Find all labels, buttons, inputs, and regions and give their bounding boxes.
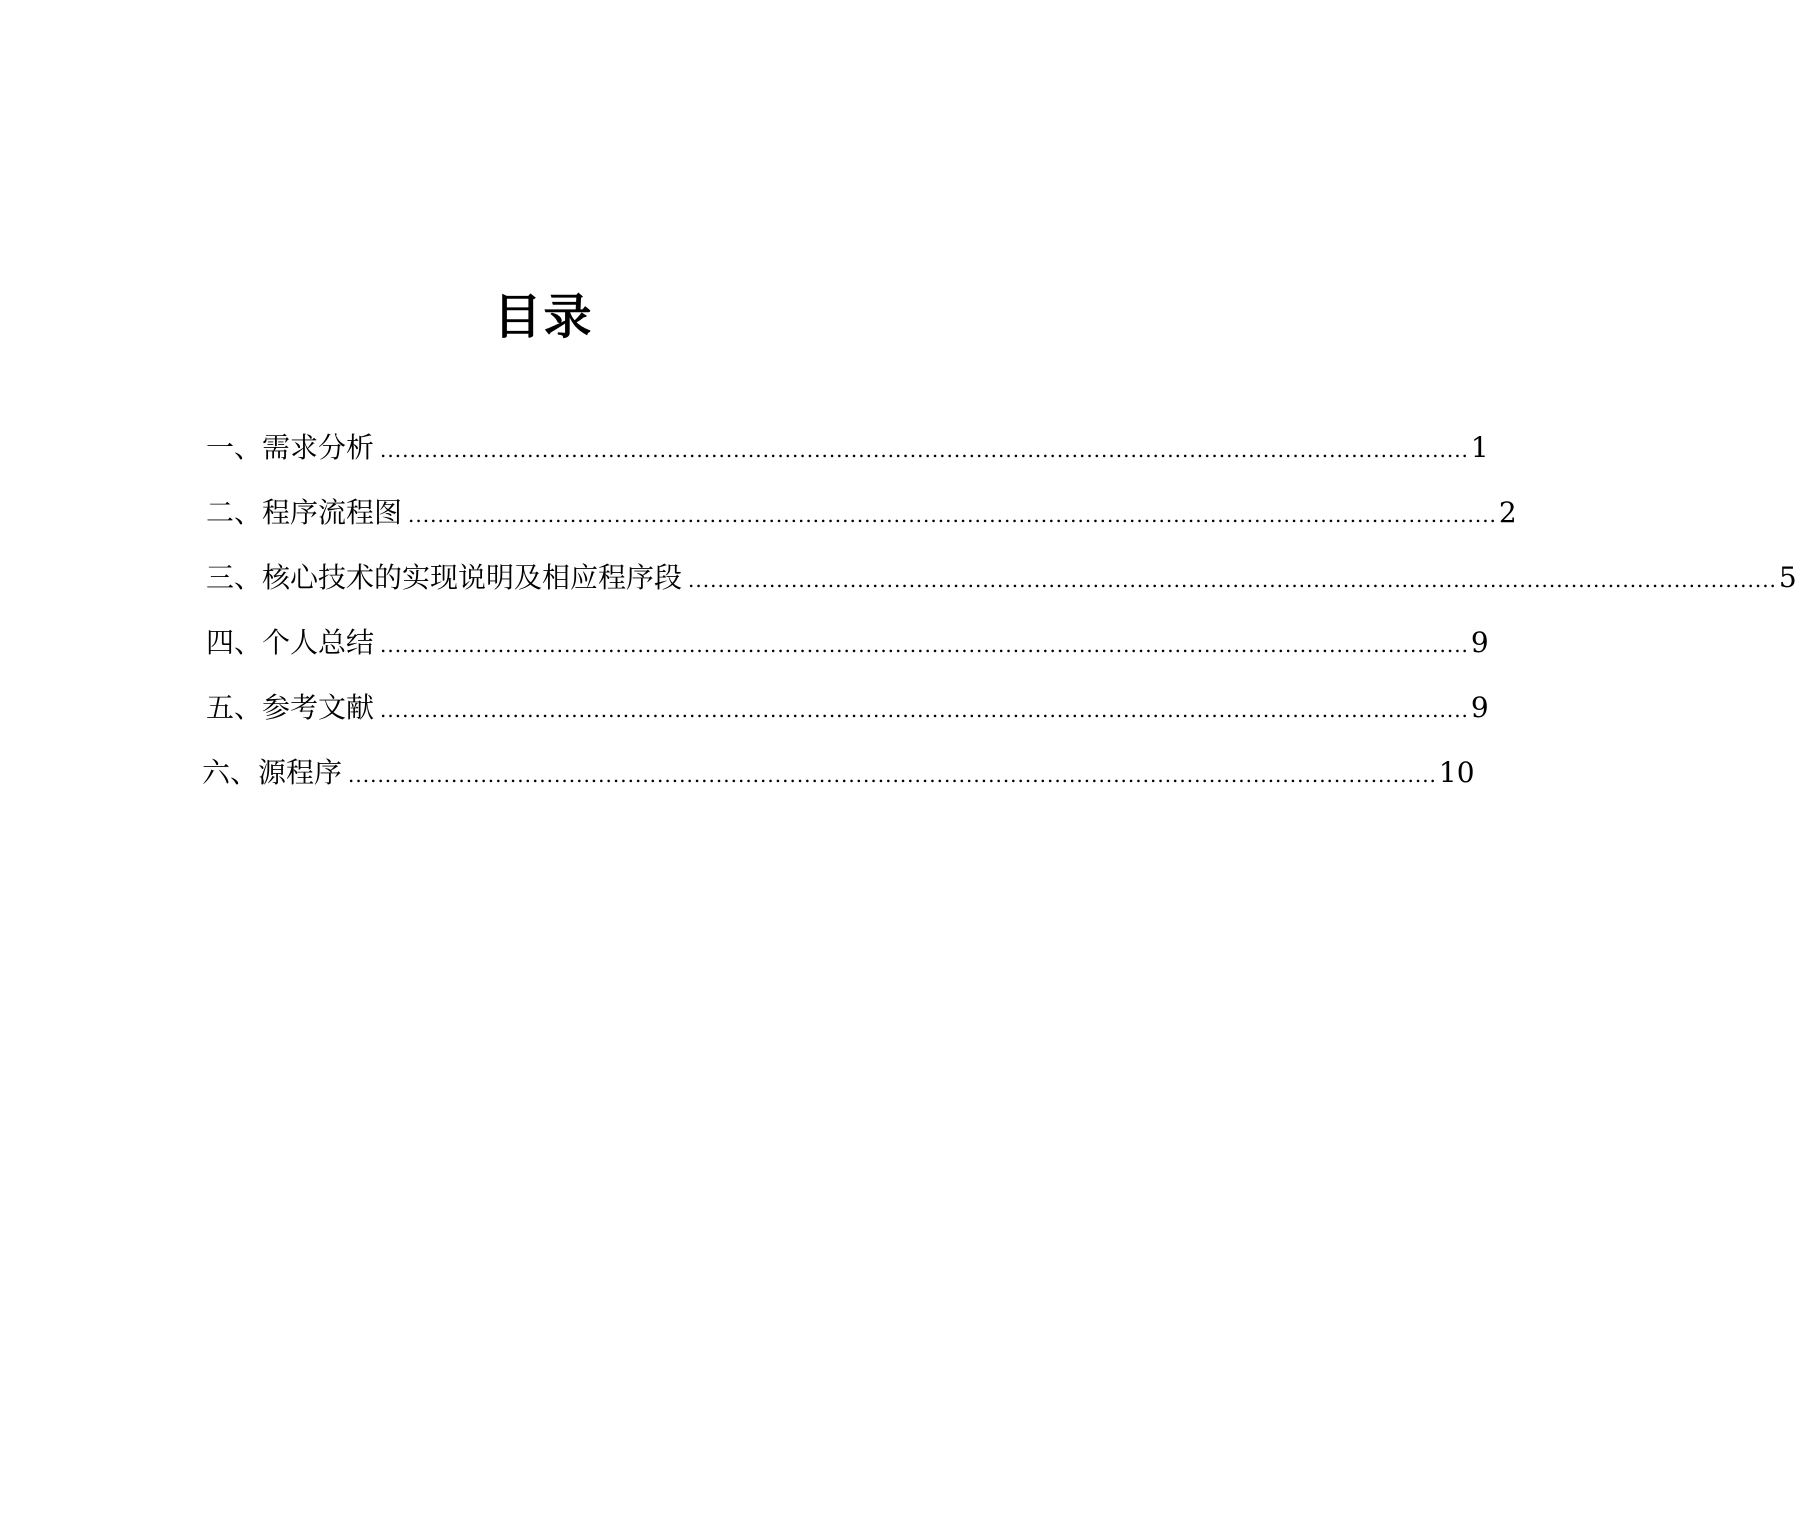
toc-page-number: 2 [1498,496,1517,529]
toc-entry[interactable] [206,558,1797,598]
page-title: 目录 [493,289,594,345]
toc-dot-leader: .................................................................................................................................................... [380,633,1469,657]
toc-dot-leader: .................................................................................................................................................... [348,763,1437,787]
toc-entry[interactable] [206,623,1489,663]
toc-entry[interactable] [206,428,1489,468]
toc-dot-leader: .................................................................................................................................................... [688,568,1777,592]
toc-entry[interactable] [206,493,1517,533]
toc-page-number: 5 [1778,561,1797,594]
toc-entry-label: 四、个人总结 [206,626,375,659]
toc-entry[interactable] [202,753,1475,793]
toc-page-number: 1 [1470,431,1489,464]
toc-entry-label: 二、程序流程图 [206,496,403,529]
toc-page-number: 10 [1438,756,1475,789]
toc-entry-label: 一、需求分析 [206,431,375,464]
toc-entry-label: 五、参考文献 [206,691,375,724]
toc-page-number: 9 [1470,626,1489,659]
toc-entry-label: 三、核心技术的实现说明及相应程序段 [206,561,683,594]
toc-dot-leader: .................................................................................................................................................... [380,438,1469,462]
toc-dot-leader: .................................................................................................................................................... [408,503,1497,527]
toc-page-number: 9 [1470,691,1489,724]
toc-entry[interactable] [206,688,1489,728]
toc-entry-label: 六、源程序 [202,756,343,789]
toc-dot-leader: .................................................................................................................................................... [380,698,1469,722]
